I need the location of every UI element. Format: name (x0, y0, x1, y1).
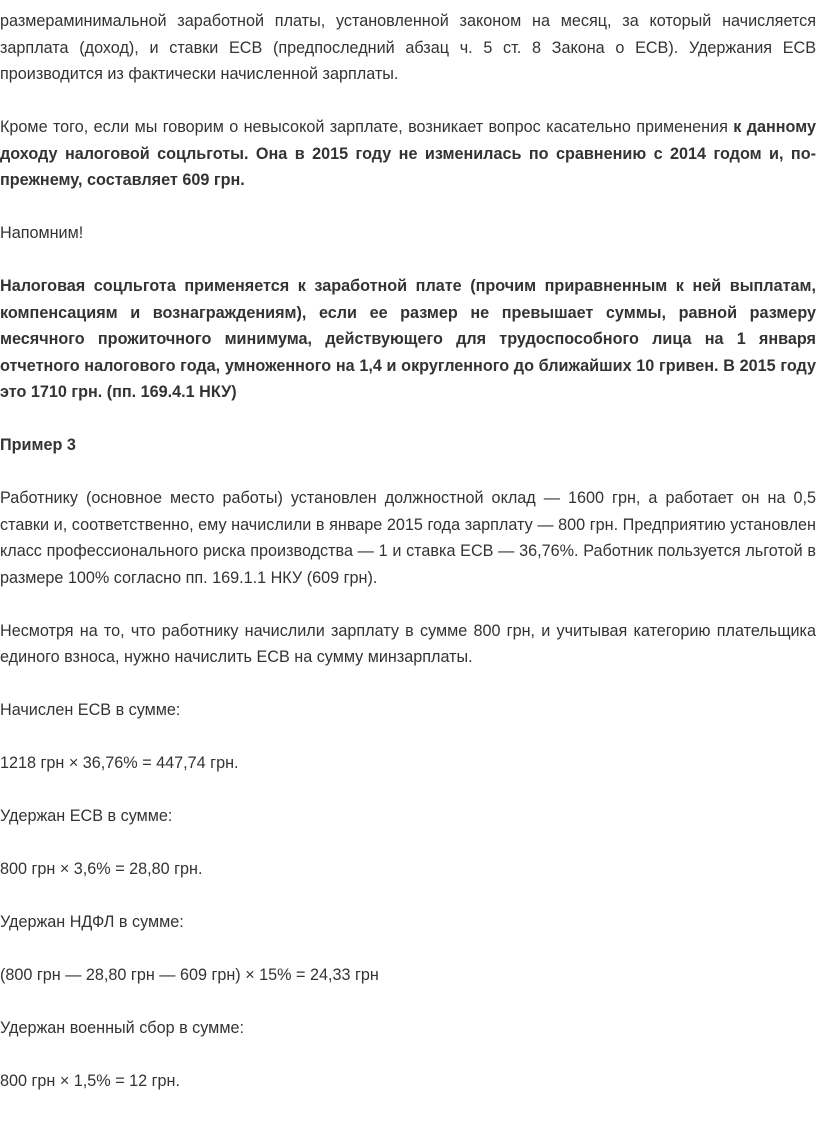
calc-formula-military-levy: 800 грн × 1,5% = 12 грн. (0, 1072, 180, 1090)
calc-label-esv-accrued: Начислен ЕСВ в сумме: (0, 701, 181, 719)
paragraph-social-benefit (0, 114, 816, 194)
example-heading: Пример 3 (0, 436, 76, 454)
calc-label-esv-withheld: Удержан ЕСВ в сумме: (0, 807, 173, 825)
paragraph-esv-deduction: размераминимальной заработной платы, установленной законом на месяц, за который начисляется зарплата (доход), и ставки ЕСВ (предпоследний абзац ч. 5 ст. 8 Закона о ЕСВ). Удержания ЕСВ производится из фактически начисленной зарплаты. (0, 12, 816, 83)
reminder-heading: Напомним! (0, 224, 84, 242)
calc-formula-esv-withheld: 800 грн × 3,6% = 28,80 грн. (0, 860, 203, 878)
calc-label-military-levy: Удержан военный сбор в сумме: (0, 1019, 244, 1037)
calc-label-pit-withheld: Удержан НДФЛ в сумме: (0, 913, 184, 931)
calc-formula-esv-accrued: 1218 грн × 36,76% = 447,74 грн. (0, 754, 239, 772)
calc-formula-pit-withheld: (800 грн — 28,80 грн — 609 грн) × 15% = 24,33 грн (0, 966, 379, 984)
paragraph-benefit-rule: Налоговая соцльгота применяется к заработной плате (прочим приравненным к ней выплатам, компенсациям и вознаграждениям), если ее размер не превышает суммы, равной размеру месячного прожиточного минимума, действующего для трудоспособного лица на 1 января отчетного налогового года, умноженного на 1,4 и округленного до ближайших 10 гривен. В 2015 году это 1710 грн. (пп. 169.4.1 НКУ) (0, 277, 816, 401)
paragraph-social-benefit-bold: к данному доходу налоговой соцльготы. Она в 2015 году не изменилась по сравнению с 2014 годом и, по-прежнему, составляет 609 грн. (0, 118, 816, 189)
paragraph-social-benefit-intro: Кроме того, если мы говорим о невысокой зарплате, возникает вопрос касательно применения (0, 118, 734, 136)
paragraph-example-explanation: Несмотря на то, что работнику начислили зарплату в сумме 800 грн, и учитывая категорию плательщика единого взноса, нужно начислить ЕСВ на сумму минзарплаты. (0, 621, 816, 666)
paragraph-example-conditions: Работнику (основное место работы) установлен должностной оклад — 1600 грн, а работает он на 0,5 ставки и, соответственно, ему начислили в январе 2015 года зарплату — 800 грн. Предприятию установлен класс профессионального риска производства — 1 и ставка ЕСВ — 36,76%. Работник пользуется льготой в размере 100% согласно пп. 169.1.1 НКУ (609 грн). (0, 489, 816, 587)
